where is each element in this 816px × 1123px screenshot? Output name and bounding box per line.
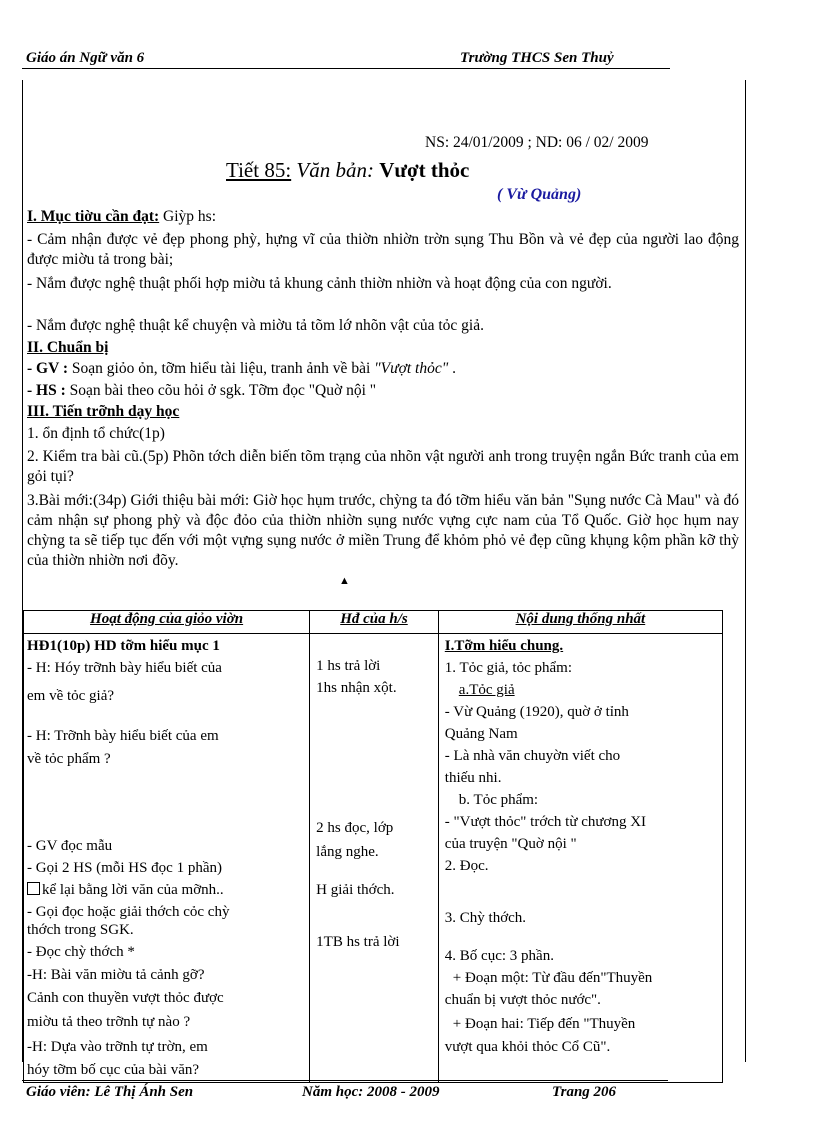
unified-content (438, 634, 722, 1083)
teacher-line: - Đọc chỳ thớch * (27, 944, 135, 960)
student-line: 1TB hs trả lời (316, 934, 400, 950)
teacher-line: miờu tả theo trỡnh tự nào ? (27, 1014, 191, 1030)
header-col-content (438, 611, 722, 634)
preparation-hs (27, 382, 376, 400)
gv-end: . (448, 360, 456, 377)
teacher-line: - GV đọc mẫu (27, 838, 113, 854)
header-student-label: Hđ của h/s (340, 611, 408, 627)
content-line: của truyện "Quờ nội " (444, 836, 577, 852)
content-line: a.Tỏc giả (458, 682, 515, 698)
teacher-line: - Gọi 2 HS (mỗi HS đọc 1 phần) (27, 860, 222, 876)
teacher-line-checkbox (27, 882, 224, 899)
objective-1: - Cảm nhận được vẻ đẹp phong phỳ, hựng vĩ của thiờn nhiờn trờn sụng Thu Bồn và vẻ đẹp của người lao động được miờu tả trong bài; (27, 231, 739, 268)
footer-teacher: Giáo viên: Lê Thị Ánh Sen (26, 1084, 194, 1100)
objective-2: - Nắm được nghệ thuật phối hợp miờu tả khung cảnh thiờn nhiờn và hoạt động của con người. (27, 275, 612, 292)
teacher-line: Cảnh con thuyền vượt thỏc được (27, 990, 224, 1006)
content-line: chuẩn bị vượt thỏc nước". (444, 992, 601, 1008)
content-line: 4. Bố cục: 3 phần. (444, 948, 554, 964)
student-line: 1hs nhận xột. (316, 680, 397, 696)
lesson-table (23, 610, 723, 1083)
procedure-step-2: 2. Kiểm tra bài cũ.(5p) Phõn tớch diễn biến tõm trạng của nhõn vật người anh trong truyện ngắn Bức tranh của em gỏi tụi? (27, 448, 739, 485)
teacher-line: thớch trong SGK. (27, 922, 134, 938)
procedure-step-1: 1. ổn định tổ chức(1p) (27, 425, 165, 442)
student-activities (310, 634, 439, 1083)
preparation-heading (27, 339, 108, 357)
preparation-gv (27, 360, 456, 378)
teacher-line: về tỏc phẩm ? (27, 751, 111, 767)
section-objectives-heading (27, 208, 216, 226)
procedure-step-3: 3.Bài mới:(34p) Giới thiệu bài mới: Giờ học hụm trước, chỳng ta đó tỡm hiểu văn bản "Sụng nước Cà Mau" và đó cảm nhận sự phong phỳ và độc đỏo của thiờn nhiờn sụng nước vựng cực nam của Tổ Quốc. Giờ học hụm nay chỳng ta sẽ tiếp tục đến với một vựng sụng nước ở miền Trung để khỏm phỏ vẻ đẹp cũng khụng kộm phần kỡ thỳ của thiờn nhiờn nơi đõy. (27, 492, 739, 569)
teacher-line: - H: Hóy trỡnh bày hiểu biết của (27, 660, 222, 676)
title-tiet: Tiết 85: (226, 158, 292, 182)
content-line: 3. Chỳ thớch. (444, 910, 527, 926)
gv-label: - GV : (27, 360, 69, 377)
content-line: - "Vượt thỏc" trớch từ chương XI (444, 814, 647, 830)
cursor-mark: ▲ (339, 575, 350, 587)
lesson-dates: NS: 24/01/2009 ; ND: 06 / 02/ 2009 (425, 134, 649, 151)
student-line: lắng nghe. (316, 844, 379, 860)
preparation-title: II. Chuẩn bị (27, 339, 109, 356)
footer-year: Năm học: 2008 - 2009 (302, 1084, 440, 1100)
content-line: - Là nhà văn chuyờn viết cho (444, 748, 621, 764)
right-border (745, 80, 746, 1062)
header-rule (22, 68, 670, 69)
teacher-line: - H: Trỡnh bày hiểu biết của em (27, 728, 219, 744)
objectives-intro: Giỳp hs: (159, 208, 216, 225)
teacher-line-text: kể lại bằng lời văn của mỡnh.. (42, 882, 224, 898)
content-line: - Vừ Quảng (1920), quờ ở tỉnh (444, 704, 629, 720)
title-name: Vượt thỏc (379, 158, 470, 182)
content-line: thiếu nhi. (444, 770, 502, 786)
content-line: 2. Đọc. (444, 858, 489, 874)
teacher-line: -H: Dựa vào trỡnh tự trờn, em (27, 1039, 208, 1055)
hs-text: Soạn bài theo cõu hỏi ở sgk. Tỡm đọc "Quờ nội " (65, 382, 377, 399)
procedure-title: III. Tiến trỡnh dạy học (27, 403, 180, 420)
content-line: I.Tỡm hiểu chung. (444, 638, 564, 654)
header-left: Giáo án Ngữ văn 6 (26, 50, 145, 66)
header-content-label: Nội dung thống nhất (515, 611, 646, 627)
gv-text: Soạn giỏo ỏn, tỡm hiểu tài liệu, tranh ảnh về bài (68, 360, 375, 377)
content-line: + Đoạn một: Từ đầu đến"Thuyền (452, 970, 653, 986)
teacher-line: - Gọi đọc hoặc giải thớch cỏc chỳ (27, 904, 230, 920)
teacher-line: hóy tỡm bố cục của bài văn? (27, 1062, 200, 1078)
content-line: vượt qua khỏi thỏc Cổ Cũ". (444, 1039, 611, 1055)
student-line: H giải thớch. (316, 882, 395, 898)
checkbox-icon (27, 882, 40, 895)
content-line: 1. Tỏc giả, tỏc phẩm: (444, 660, 572, 676)
content-line: Quảng Nam (444, 726, 518, 742)
procedure-heading (27, 403, 179, 421)
lesson-title (226, 158, 469, 183)
content-line: b. Tỏc phẩm: (458, 792, 539, 808)
hs-label: - HS : (27, 382, 66, 399)
footer-page: Trang 206 (552, 1084, 617, 1100)
header-col-teacher (24, 611, 310, 634)
header-col-student (310, 611, 439, 634)
gv-title: "Vượt thỏc" (374, 360, 449, 377)
title-vanban: Văn bản: (296, 158, 374, 182)
teacher-activities (24, 634, 310, 1083)
objective-3: - Nắm được nghệ thuật kể chuyện và miờu tả tõm lớ nhõn vật của tỏc giả. (27, 317, 484, 334)
teacher-line: em về tỏc giả? (27, 688, 115, 704)
content-line: + Đoạn hai: Tiếp đến "Thuyền (452, 1016, 636, 1032)
teacher-line: HĐ1(10p) HD tỡm hiểu mục 1 (27, 638, 220, 654)
header-right: Trường THCS Sen Thuỷ (460, 50, 614, 66)
title-author: ( Vừ Quảng) (497, 186, 582, 203)
header-teacher-label: Hoạt động của giỏo viờn (90, 611, 244, 627)
student-line: 1 hs trả lời (316, 658, 381, 674)
teacher-line: -H: Bài văn miờu tả cảnh gỡ? (27, 967, 205, 983)
footer-rule (22, 1080, 668, 1081)
objectives-heading: I. Mục tiờu cần đạt: (27, 208, 160, 225)
student-line: 2 hs đọc, lớp (316, 820, 394, 836)
